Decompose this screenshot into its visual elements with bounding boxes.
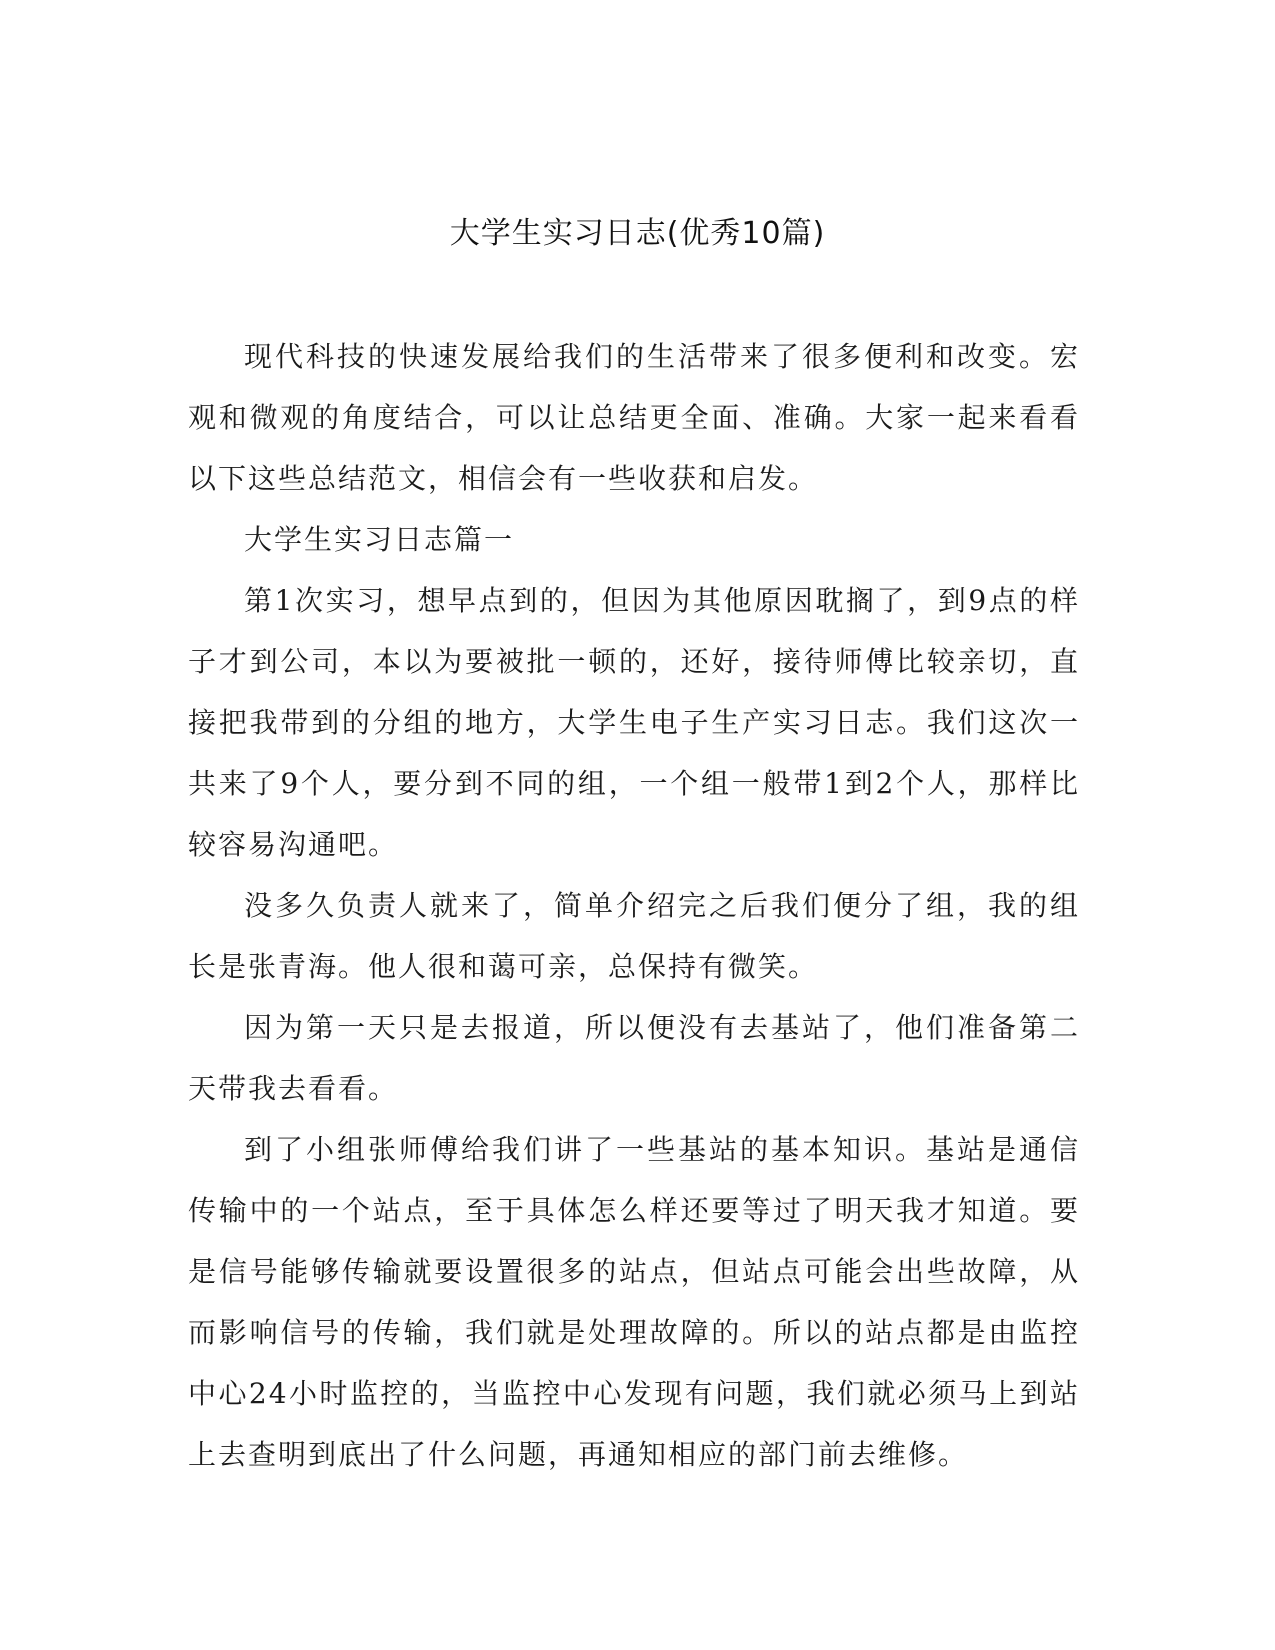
intro-paragraph: 现代科技的快速发展给我们的生活带来了很多便利和改变。宏观和微观的角度结合，可以让总结更全面、准确。大家一起来看看以下这些总结范文，相信会有一些收获和启发。	[188, 340, 1080, 495]
section-heading: 大学生实习日志篇一	[244, 523, 515, 556]
body-paragraph: 第1次实习，想早点到的，但因为其他原因耽搁了，到9点的样子才到公司，本以为要被批一顿的，还好，接待师傅比较亲切，直接把我带到的分组的地方，大学生电子生产实习日志。我们这次一共来了9个人，要分到不同的组，一个组一般带1到2个人，那样比较容易沟通吧。	[188, 584, 1080, 861]
document-title: 大学生实习日志(优秀10篇)	[449, 216, 826, 251]
body-paragraph: 因为第一天只是去报道，所以便没有去基站了，他们准备第二天带我去看看。	[188, 1011, 1080, 1105]
body-paragraph: 到了小组张师傅给我们讲了一些基站的基本知识。基站是通信传输中的一个站点，至于具体怎么样还要等过了明天我才知道。要是信号能够传输就要设置很多的站点，但站点可能会出些故障，从而影响信号的传输，我们就是处理故障的。所以的站点都是由监控中心24小时监控的，当监控中心发现有问题，我们就必须马上到站上去查明到底出了什么问题，再通知相应的部门前去维修。	[188, 1133, 1080, 1471]
body-paragraph: 没多久负责人就来了，简单介绍完之后我们便分了组，我的组长是张青海。他人很和蔼可亲，总保持有微笑。	[188, 889, 1080, 983]
document-body	[188, 326, 1080, 1485]
